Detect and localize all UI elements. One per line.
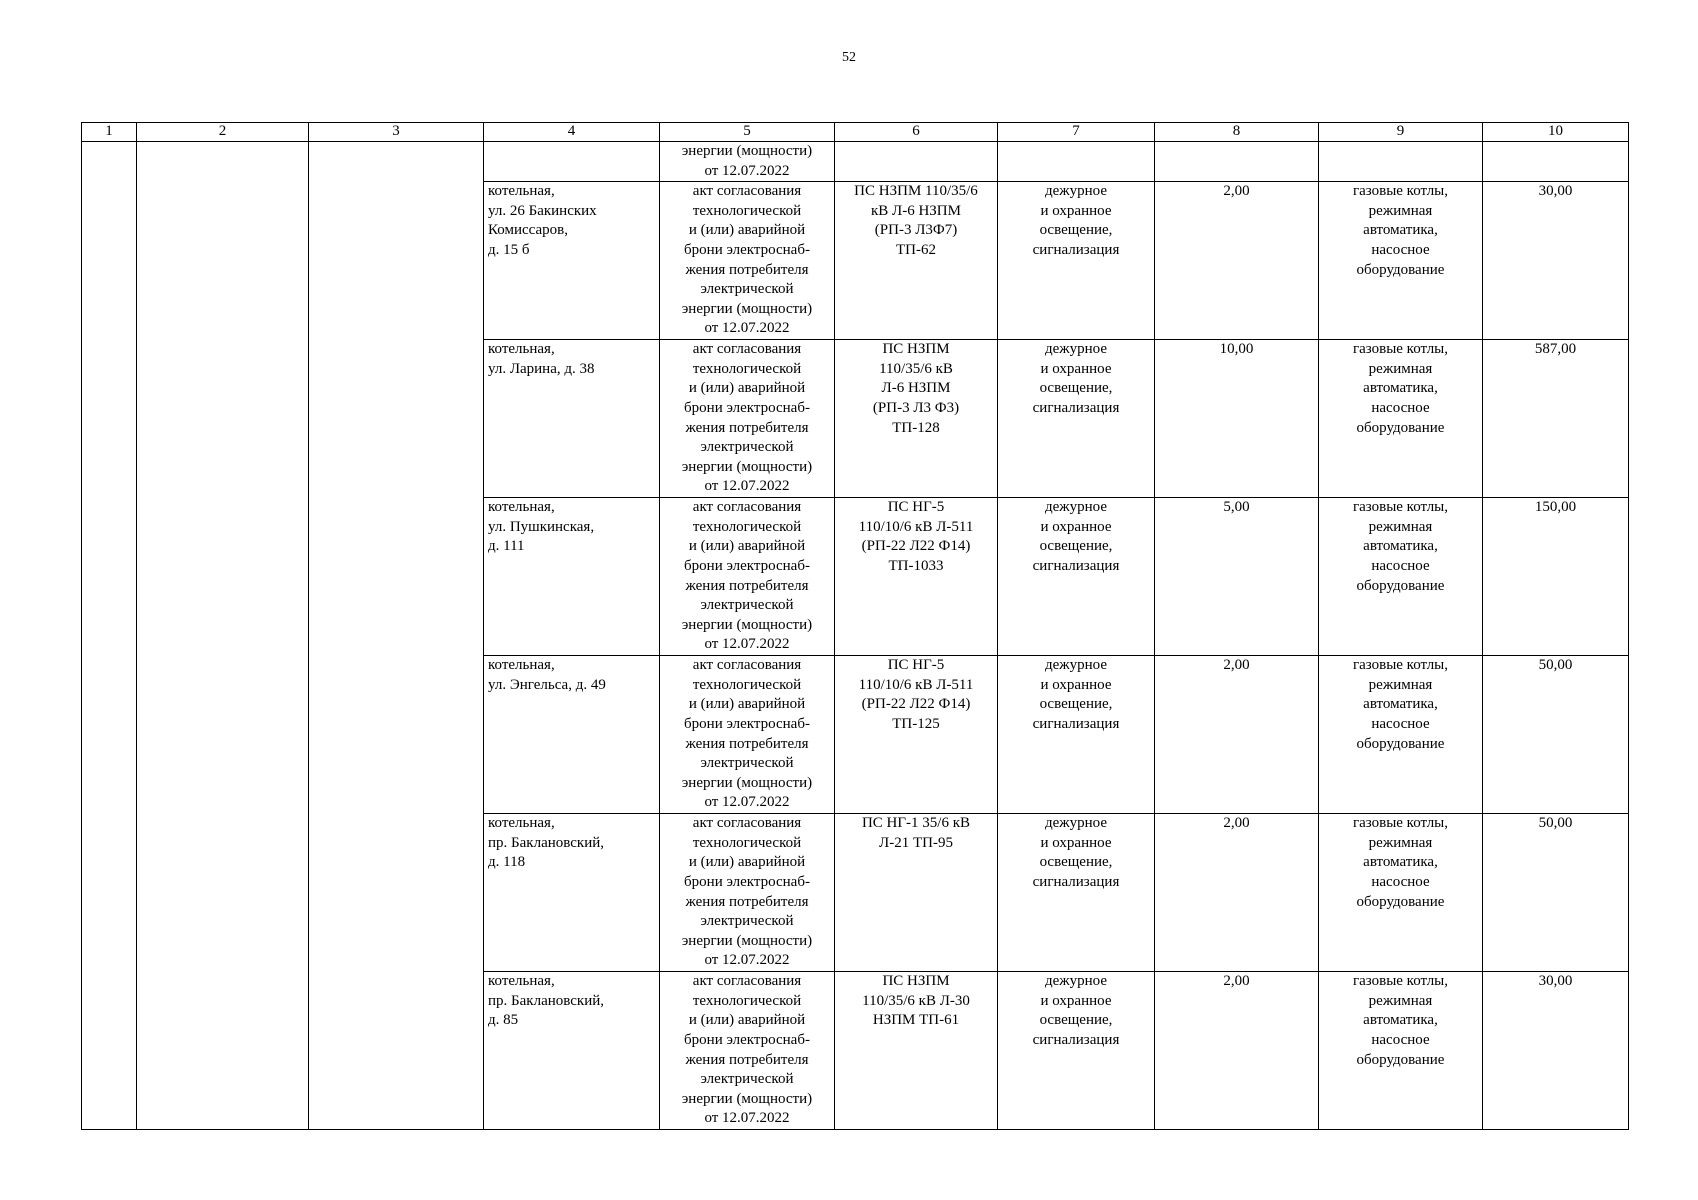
column-header-7: 7 [998, 123, 1155, 142]
cell-power: 2,00 [1155, 972, 1319, 1130]
cell-act: акт согласования технологической и (или) аварийной брони электроснаб- жения потребителя электрической энергии (мощности) от 12.07.2022 [660, 182, 835, 340]
column-header-9: 9 [1319, 123, 1483, 142]
cell-value: 50,00 [1483, 814, 1629, 972]
header-row [82, 123, 1629, 142]
cell-source: ПС НГ-5 110/10/6 кВ Л-511 (РП-22 Л22 Ф14) ТП-1033 [835, 498, 998, 656]
cell-power: 2,00 [1155, 182, 1319, 340]
cell-source: ПС НГ-1 35/6 кВ Л-21 ТП-95 [835, 814, 998, 972]
cell-object: котельная, ул. 26 Бакинских Комиссаров, д. 15 б [484, 182, 660, 340]
column-header-3: 3 [309, 123, 484, 142]
cell-col1-empty [82, 142, 137, 1130]
cell-value: 50,00 [1483, 656, 1629, 814]
cell-object: котельная, ул. Энгельса, д. 49 [484, 656, 660, 814]
cell-equipment: газовые котлы, режимная автоматика, насосное оборудование [1319, 814, 1483, 972]
cell-object: котельная, ул. Ларина, д. 38 [484, 340, 660, 498]
cell-source: ПС НЗПМ 110/35/6 кВ Л-6 НЗПМ (РП-3 Л3 Ф3) ТП-128 [835, 340, 998, 498]
column-header-5: 5 [660, 123, 835, 142]
cell-act: акт согласования технологической и (или) аварийной брони электроснаб- жения потребителя электрической энергии (мощности) от 12.07.2022 [660, 340, 835, 498]
cell-equipment: газовые котлы, режимная автоматика, насосное оборудование [1319, 656, 1483, 814]
column-header-1: 1 [82, 123, 137, 142]
cell-equipment: газовые котлы, режимная автоматика, насосное оборудование [1319, 972, 1483, 1130]
cell-source: ПС НЗПМ 110/35/6 кВ Л-6 НЗПМ (РП-3 Л3Ф7) ТП-62 [835, 182, 998, 340]
cell-value: 30,00 [1483, 182, 1629, 340]
cell-power: 10,00 [1155, 340, 1319, 498]
column-header-10: 10 [1483, 123, 1629, 142]
cell-act: акт согласования технологической и (или) аварийной брони электроснаб- жения потребителя электрической энергии (мощности) от 12.07.2022 [660, 656, 835, 814]
cell-act: энергии (мощности) от 12.07.2022 [660, 142, 835, 182]
cell-value: 30,00 [1483, 972, 1629, 1130]
cell-act: акт согласования технологической и (или) аварийной брони электроснаб- жения потребителя электрической энергии (мощности) от 12.07.2022 [660, 972, 835, 1130]
document-table [81, 122, 1629, 1130]
cell-power [1155, 142, 1319, 182]
cell-equipment: газовые котлы, режимная автоматика, насосное оборудование [1319, 498, 1483, 656]
cell-source: ПС НГ-5 110/10/6 кВ Л-511 (РП-22 Л22 Ф14) ТП-125 [835, 656, 998, 814]
cell-col3-empty [309, 142, 484, 1130]
cell-purpose [998, 142, 1155, 182]
cell-power: 2,00 [1155, 814, 1319, 972]
cell-purpose: дежурное и охранное освещение, сигнализация [998, 498, 1155, 656]
cell-object: котельная, ул. Пушкинская, д. 111 [484, 498, 660, 656]
cell-power: 2,00 [1155, 656, 1319, 814]
cell-col2-empty [137, 142, 309, 1130]
cell-object [484, 142, 660, 182]
column-header-6: 6 [835, 123, 998, 142]
cell-object: котельная, пр. Баклановский, д. 118 [484, 814, 660, 972]
page-number: 52 [842, 50, 856, 65]
cell-act: акт согласования технологической и (или) аварийной брони электроснаб- жения потребителя электрической энергии (мощности) от 12.07.2022 [660, 814, 835, 972]
table-row-continuation [82, 142, 1629, 182]
cell-purpose: дежурное и охранное освещение, сигнализация [998, 972, 1155, 1130]
cell-purpose: дежурное и охранное освещение, сигнализация [998, 814, 1155, 972]
cell-purpose: дежурное и охранное освещение, сигнализация [998, 182, 1155, 340]
cell-purpose: дежурное и охранное освещение, сигнализация [998, 340, 1155, 498]
cell-act: акт согласования технологической и (или) аварийной брони электроснаб- жения потребителя электрической энергии (мощности) от 12.07.2022 [660, 498, 835, 656]
cell-value: 150,00 [1483, 498, 1629, 656]
cell-equipment: газовые котлы, режимная автоматика, насосное оборудование [1319, 182, 1483, 340]
cell-value: 587,00 [1483, 340, 1629, 498]
cell-power: 5,00 [1155, 498, 1319, 656]
cell-source: ПС НЗПМ 110/35/6 кВ Л-30 НЗПМ ТП-61 [835, 972, 998, 1130]
cell-object: котельная, пр. Баклановский, д. 85 [484, 972, 660, 1130]
column-header-2: 2 [137, 123, 309, 142]
cell-value [1483, 142, 1629, 182]
cell-purpose: дежурное и охранное освещение, сигнализация [998, 656, 1155, 814]
cell-equipment: газовые котлы, режимная автоматика, насосное оборудование [1319, 340, 1483, 498]
column-header-8: 8 [1155, 123, 1319, 142]
cell-source [835, 142, 998, 182]
column-header-4: 4 [484, 123, 660, 142]
cell-equipment [1319, 142, 1483, 182]
